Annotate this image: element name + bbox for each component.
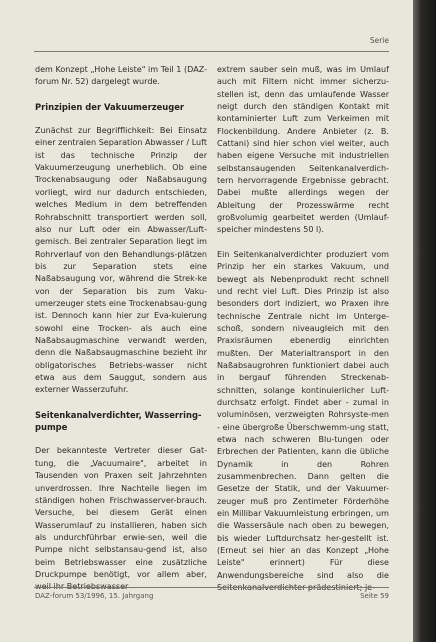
heading-seitenkanalverdichter: Seitenkanalverdichter, Wasserring-pumpe [35,409,202,433]
paragraph-begrifflichkeit: Zunächst zur Begrifflichkeit: Bei Einsatz einer zentralen Separation Abwasser / Luft ist das technische Prinzip der Vakuumerzeugung unerheblich. Ob eine Trockenabsaugung oder Naßabsaugung vorliegt, wird nur dadurch entschieden, welches Medium in dem betreffenden Rohrabschnitt transportiert werden soll, also nur Luft oder ein Abwasser/Luft-gemisch. Bei zentraler Separation liegt im Rohrverlauf von den Behandlungs-plätzen bis zur Separation stets eine Naßabsaugung vor, während die Strek-ke von der Separation bis zum Vaku-umerzeuger stets eine Trockenabsau-gung ist. Dennoch kann hier zur Eva-kuierung sowohl eine Trocken- als auch eine Naßabsaugmaschine verwandt werden, denn die Naßabsaugmaschine bezieht ihr obligatorisches Betriebs-wasser nicht etwa aus dem Sauggut, sondern aus externer Wasserzufuhr. [35,126,207,395]
footer-page-number: Seite 59 [360,592,389,600]
intro-paragraph: dem Konzept „Hohe Leiste" im Teil 1 (DAZ-forum Nr. 52) dargelegt wurde. [35,65,207,87]
paragraph-vacuumaire: Der bekannteste Vertreter dieser Gat-tung, die „Vacuumaire", arbeitet in Tausenden von Praxen seit Jahrzehnten unverdrossen. Ihre Nachteile liegen im ständigen hohen Frischwasserver-brauch. Versuche, bei diesem Gerät einen Wasserumlauf zu installieren, haben sich als undurchführbar erwie-sen, weil die Pumpe nicht selbstansau-gend ist, also beim Betriebswasser eine zusätzliche Druckpumpe benötigt, vor allem aber, [35,446,207,579]
heading-vakuumerzeuger: Prinzipien der Vakuumerzeuger [35,101,185,112]
header-rule [34,51,389,52]
left-column [35,64,207,606]
paragraph-betriebswasser: extrem sauber sein muß, was im Umlauf auch mit Filtern nicht immer sicherzu-stellen ist, denn das umlaufende Wasser neigt durch den ständigen Kontakt mit kontaminierter Luft zum Verkeimen mit Flockenbildung. Andere Anbieter (z. B. Cattani) sind hier schon viel weiter, auch haben eigene Versuche mit industriellen selbstansaugenden Seitenkanalverdich-tern hervorragende Ergebnisse gebracht. Dabei mußte allerdings wegen der Ableitung der Prozesswärme recht großvolumig gearbeitet werden (Umlauf-speicher mindestens 50 l). [217,65,389,235]
book-binding-edge [413,0,436,642]
paragraph-seitenkanal-prinzip: Ein Seitenkanalverdichter produziert vom Prinzip her ein starkes Vakuum, und bewegt als Nebenprodukt recht schnell und recht viel Luft. Dies Prinzip ist also besonders dort indiziert, wo Praxen ihre technische Zentrale nicht im Unterge-schoß, sondern niveaugleich mit den Praxisräumen ebenerdig einrichten mußten. Der Materialtransport in den Naßabsaugrohren funktioniert dabei auch in bergauf führenden Streckenab-schnitten, solange kontinuierlicher Luft-durchsatz erfolgt. Findet aber - zumal in voluminösen, verzweigten Rohrsyste-men - eine übergroße Überschwemm-ung statt, etwa nach schweren Blu-tungen oder Erbrechen der Patienten, kann die übliche Dynamik in den Rohren zusammenbrechen. Dann gelten die Gesetze der Statik, und der Vakuumer-zeuger muß pro Zentimeter Förderhöhe ein Millibar Vakuumleistung erbringen, um die Wassersäule nach oben zu bewegen, bis wieder Luftdurchsatz her-gestellt ist. (Erneut sei hier an das Konzept „Hohe Leiste" erinnert) Für diese Anwendungsbereiche sind also die [217,249,389,580]
section-label: Serie [369,36,389,45]
footer-publication: DAZ-forum 53/1996, 15. Jahrgang [35,592,154,600]
right-column [217,64,389,606]
footer-rule [34,587,389,588]
